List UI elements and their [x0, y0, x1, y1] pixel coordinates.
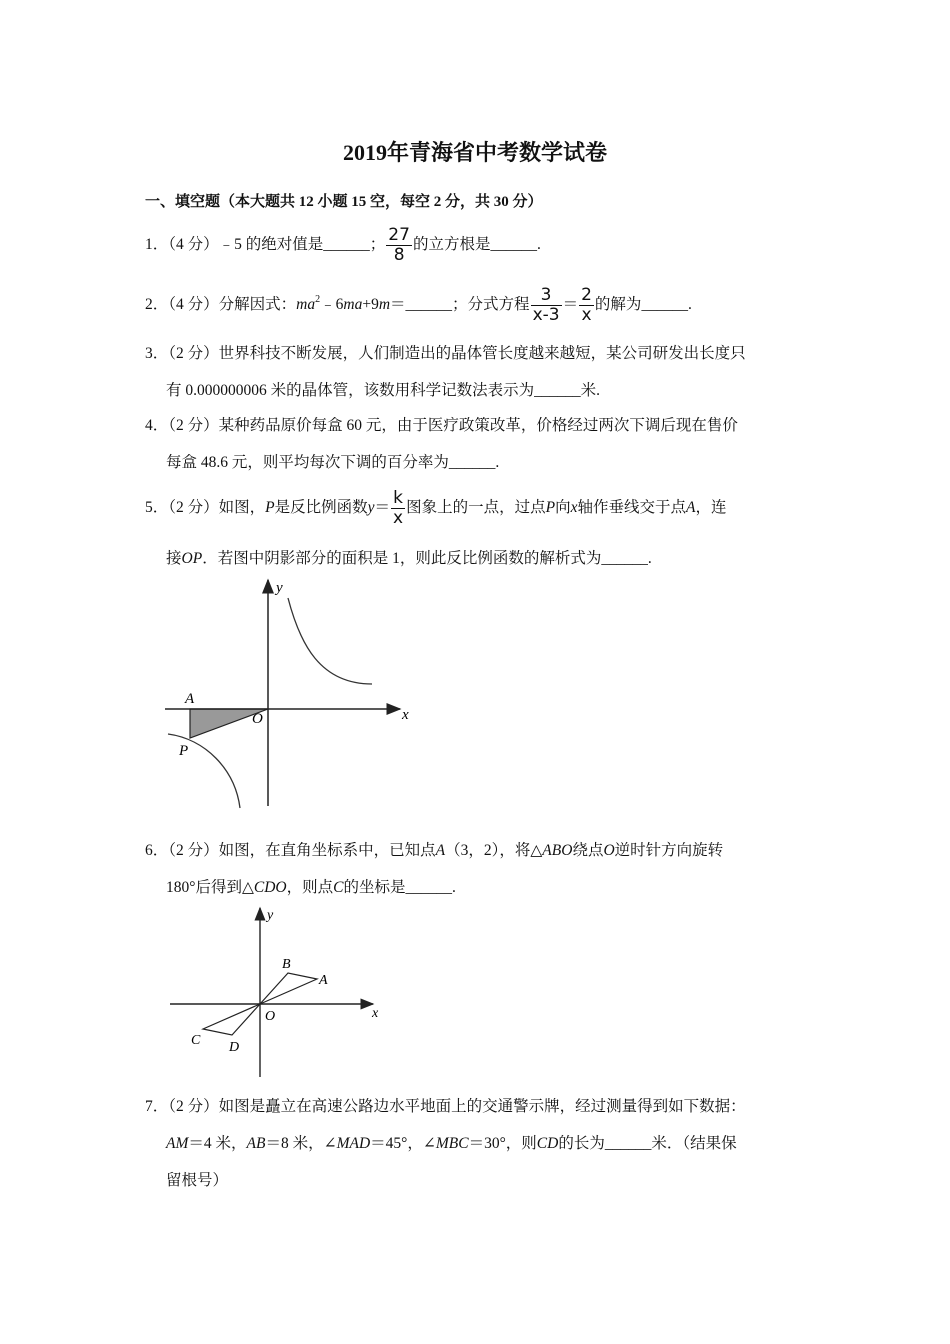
- question-1: [145, 226, 541, 265]
- label-x: x: [402, 707, 409, 723]
- q6-var-a: A: [435, 842, 446, 859]
- q2-fraction-1-denominator: x-3: [532, 305, 560, 325]
- figure-inverse-proportion-graph: [160, 574, 420, 814]
- q7-text-d: ＝30°，则: [468, 1135, 537, 1152]
- q2-exponent: 2: [315, 294, 321, 306]
- q6-var-abo: ABO: [542, 842, 573, 859]
- label-x: x: [372, 1006, 379, 1021]
- q5-var-op: OP: [181, 550, 203, 567]
- q3-blank: ______: [534, 382, 581, 399]
- q5-var-p-2: P: [545, 499, 556, 517]
- page-title: 2019年青海省中考数学试卷: [342, 140, 607, 165]
- q2-text-b: ；分式方程: [452, 296, 530, 314]
- q7-text-c: ＝45°，∠: [370, 1135, 436, 1152]
- q1-fraction: [386, 226, 412, 265]
- q1-blank-2: ______: [490, 236, 537, 254]
- q2-minus: ﹣6: [320, 296, 344, 314]
- question-5-line-1: [145, 489, 727, 528]
- q2-fraction-1-numerator: 3: [531, 286, 562, 306]
- q3-unit: 米.: [580, 382, 601, 399]
- section-heading: 一、填空题（本大题共 12 小题 15 空，每空 2 分，共 30 分）: [145, 194, 543, 210]
- q6-var-cdo: CDO: [253, 879, 287, 896]
- label-a: A: [319, 973, 328, 988]
- question-4-line-1: [145, 416, 738, 436]
- question-6-line-1: [145, 841, 723, 861]
- q2-var-m: m: [378, 296, 391, 314]
- q7-var-mad: MAD: [336, 1135, 371, 1152]
- q5-number: 5．: [145, 499, 169, 517]
- question-6-line-2: [166, 878, 456, 898]
- q6-var-c: C: [333, 879, 344, 896]
- q5-end: .: [647, 550, 652, 567]
- q1-number: 1．: [145, 236, 169, 254]
- q4-text-line-1: （2 分）某种药品原价每盒 60 元，由于医疗政策改革，价格经过两次下调后现在售价: [168, 417, 738, 434]
- q7-var-cd: CD: [536, 1135, 559, 1152]
- q7-var-mbc: MBC: [435, 1135, 469, 1152]
- q5-fraction-denominator: x: [393, 508, 404, 528]
- q2-blank-1: ______: [405, 296, 453, 314]
- label-y: y: [276, 580, 283, 596]
- q7-text-b: ＝8 米，∠: [265, 1135, 337, 1152]
- question-7-line-2: [166, 1134, 737, 1154]
- q4-text-line-2: 每盒 48.6 元，则平均每次下调的百分率为: [166, 454, 449, 471]
- q1-end: .: [536, 236, 541, 254]
- q7-var-am: AM: [166, 1135, 189, 1152]
- q5-var-p: P: [265, 499, 275, 517]
- q6-text-g: 的坐标是: [343, 879, 406, 896]
- q3-number: 3．: [145, 345, 169, 362]
- q2-end: .: [687, 296, 692, 314]
- label-c: C: [191, 1033, 201, 1048]
- q3-text-line-2: 有 0.000000006 米的晶体管，该数用科学记数法表示为: [166, 382, 535, 399]
- q5-fraction: [391, 489, 405, 528]
- q4-number: 4．: [145, 417, 169, 434]
- q6-number: 6．: [145, 842, 169, 859]
- q1-fraction-denominator: 8: [393, 245, 405, 265]
- q2-fraction-2: [579, 286, 594, 325]
- q5-text-f: ，连: [695, 499, 727, 517]
- q2-var-ma: ma: [296, 296, 316, 314]
- q5-text-g: 接: [166, 550, 182, 567]
- question-5-line-2: [166, 549, 652, 569]
- q6-text-b: （3，2），将△: [445, 842, 543, 859]
- q6-var-o: O: [603, 842, 615, 859]
- curve-upper-branch: [288, 598, 372, 684]
- q2-blank-2: ______: [641, 296, 688, 314]
- q2-text-a: （4 分）分解因式：: [168, 296, 297, 314]
- triangle-cdo: [203, 1004, 260, 1035]
- q5-var-a: A: [686, 499, 696, 517]
- q6-text-d: 逆时针方向旋转: [614, 842, 724, 859]
- q3-text-line-1: （2 分）世界科技不断发展，人们制造出的晶体管长度越来越短，某公司研发出长度只: [168, 345, 746, 362]
- label-p: P: [179, 743, 189, 759]
- q7-text-line-3: 留根号）: [166, 1172, 229, 1189]
- q7-blank: ______: [604, 1135, 652, 1152]
- q5-text-b: 是反比例函数: [274, 499, 368, 517]
- q2-number: 2．: [145, 296, 169, 314]
- q1-blank-1: ______: [323, 236, 370, 254]
- q7-number: 7．: [145, 1098, 169, 1115]
- q6-text-e: 180°后得到△: [166, 879, 254, 896]
- q5-text-a: （2 分）如图，: [168, 499, 266, 517]
- question-7-line-3: [166, 1171, 228, 1191]
- q4-end: .: [495, 454, 500, 471]
- q1-text-a: （4 分）﹣5 的绝对值是: [168, 236, 324, 254]
- q1-text-b: ；: [369, 236, 386, 254]
- q2-text-c: 的解为: [594, 296, 642, 314]
- q7-text-f: 米．（结果保: [651, 1135, 737, 1152]
- question-3-line-1: [145, 344, 746, 364]
- q6-text-a: （2 分）如图，在直角坐标系中，已知点: [168, 842, 436, 859]
- question-4-line-2: [166, 453, 499, 473]
- label-d: D: [229, 1040, 240, 1055]
- q5-text-c: 图象上的一点，过点: [406, 499, 546, 517]
- figure-rotation-graph: [165, 902, 395, 1082]
- q5-var-y: y: [367, 499, 375, 517]
- triangle-abo: [260, 973, 317, 1004]
- question-3-line-2: [166, 381, 600, 401]
- label-a: A: [185, 691, 195, 707]
- q7-text-a: ＝4 米，: [188, 1135, 247, 1152]
- label-o: O: [252, 711, 263, 727]
- q7-var-ab: AB: [246, 1135, 266, 1152]
- q7-text-line-1: （2 分）如图是矗立在高速公路边水平地面上的交通警示牌，经过测量得到如下数据：: [168, 1098, 746, 1115]
- q2-fraction-2-denominator: x: [581, 305, 592, 325]
- label-y: y: [267, 908, 274, 923]
- q2-plus: +9: [362, 296, 379, 314]
- q1-text-c: 的立方根是: [412, 236, 491, 254]
- q5-equals: ＝: [374, 499, 391, 517]
- q6-text-f: ，则点: [286, 879, 334, 896]
- label-b: B: [282, 957, 291, 972]
- q4-blank: ______: [448, 454, 496, 471]
- q2-equals-2: ＝: [562, 296, 579, 314]
- q2-fraction-2-numerator: 2: [581, 285, 592, 305]
- q5-text-e: 轴作垂线交于点: [577, 499, 687, 517]
- q5-var-x: x: [570, 499, 578, 517]
- q2-equals: ＝: [390, 296, 406, 314]
- q6-blank: ______: [405, 879, 452, 896]
- q2-fraction-1: [531, 286, 562, 325]
- label-o: O: [265, 1009, 276, 1024]
- q7-text-e: 的长为: [558, 1135, 605, 1152]
- q5-text-d: 向: [555, 499, 571, 517]
- question-7-line-1: [145, 1097, 746, 1117]
- q6-end: .: [451, 879, 456, 896]
- q1-fraction-numerator: 27: [388, 225, 410, 245]
- q5-fraction-numerator: k: [391, 489, 405, 509]
- q6-text-c: 绕点: [572, 842, 604, 859]
- q5-text-h: ．若图中阴影部分的面积是 1，则此反比例函数的解析式为: [202, 550, 602, 567]
- question-2: [145, 286, 692, 325]
- q5-blank: ______: [601, 550, 648, 567]
- q2-var-ma-2: ma: [343, 296, 363, 314]
